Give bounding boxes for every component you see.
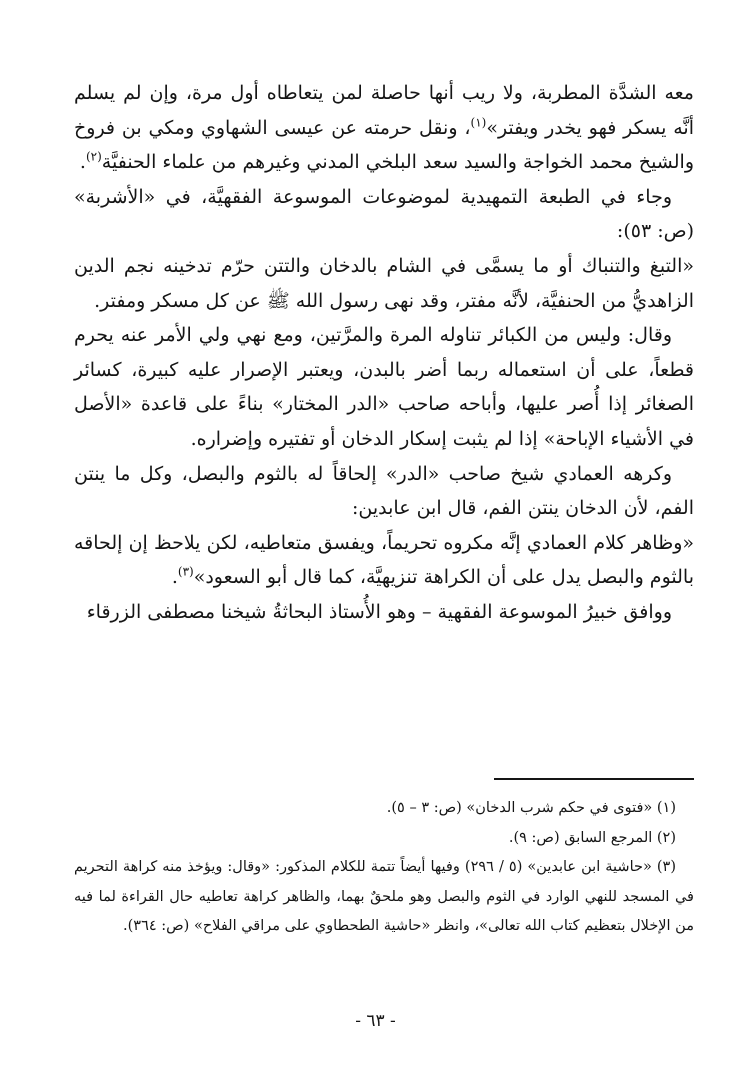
footnote-1: (١) «فتوى في حكم شرب الدخان» (ص: ٣ – ٥).: [386, 800, 676, 816]
quote-paragraph: [74, 526, 694, 595]
paragraph: ووافق خبيرُ الموسوعة الفقهية – وهو الأُستاذ البحاثةُ شيخنا مصطفى الزرقاء: [86, 600, 672, 623]
paragraph-text: .: [171, 566, 178, 589]
paragraph-text: «وظاهر كلام العمادي إنَّه مكروه تحريماً، ويفسق متعاطيه، لكن يلاحظ إن إلحاقه بالثوم والبصل يدل على أن الكراهة تنزيهيَّة، كما قال أبو السعود»: [74, 531, 694, 589]
paragraph: وقال: وليس من الكبائر تناوله المرة والمرَّتين، ومع نهي ولي الأمر عنه يحرم قطعاً، على أن استعماله ربما أضر بالبدن، ويعتبر الإصرار عليه كبيرة، كسائر الصغائر إذا أُصر عليها، وأباحه صاحب «الدر المختار» بناءً على قاعدة «الأصل في الأشياء الإباحة» إذا لم يثبت إسكار الدخان أو تفتيره وإضراره.: [74, 324, 694, 450]
page-number: - ٦٣ -: [355, 1011, 396, 1031]
paragraph-text: .: [79, 151, 86, 174]
paragraph-text: معه الشدَّة المطربة، ولا ريب أنها حاصلة لمن يتعاطاه أول مرة، وإن لم يسلم أنَّه يسكر فهو يخدر ويفتر»: [74, 82, 694, 139]
paragraph: وجاء في الطبعة التمهيدية لموضوعات الموسوعة الفقهيَّة، في «الأشربة» (ص: ٥٣):: [74, 185, 694, 243]
footnotes: [74, 794, 694, 942]
footnote-ref-2: (٢): [85, 149, 102, 164]
paragraph: وكرهه العمادي شيخ صاحب «الدر» إلحاقاً له بالثوم والبصل، وكل ما ينتن الفم، لأن الدخان ينتن الفم، قال ابن عابدين:: [74, 462, 694, 520]
footnote-ref-1: (١): [470, 115, 487, 130]
main-text: [74, 76, 694, 630]
quote-paragraph: «التبغ والتنباك أو ما يسمَّى في الشام بالدخان والتتن حرّم تدخينه نجم الدين الزاهديُّ من الحنفيَّة، لأنَّه مفتر، وقد نهى رسول الله ﷺ عن كل مسكر ومفتر.: [74, 254, 694, 312]
footnote-3: (٣) «حاشية ابن عابدين» (٥ / ٢٩٦) وفيها أيضاً تتمة للكلام المذكور: «وقال: ويؤخذ منه كراهة التحريم في المسجد للنهي الوارد في الثوم والبصل وهو ملحقٌ بهما، والظاهر كراهة تعاطيه حال القراءة لما فيه من الإخلال بتعظيم كتاب الله تعالى»، وانظر «حاشية الطحطاوي على مراقي الفلاح» (ص: ٣٦٤).: [74, 859, 694, 934]
footnote-2: (٢) المرجع السابق (ص: ٩).: [508, 829, 676, 846]
footnote-ref-3: (٣): [177, 564, 194, 579]
paragraph-text: ، ونقل حرمته عن عيسى الشهاوي ومكي بن فروخ والشيخ محمد الخواجة والسيد سعد البلخي المدني وغيرهم من علماء الحنفيَّة: [74, 116, 694, 174]
footnote-divider: [494, 778, 694, 780]
paragraph: [74, 76, 694, 180]
